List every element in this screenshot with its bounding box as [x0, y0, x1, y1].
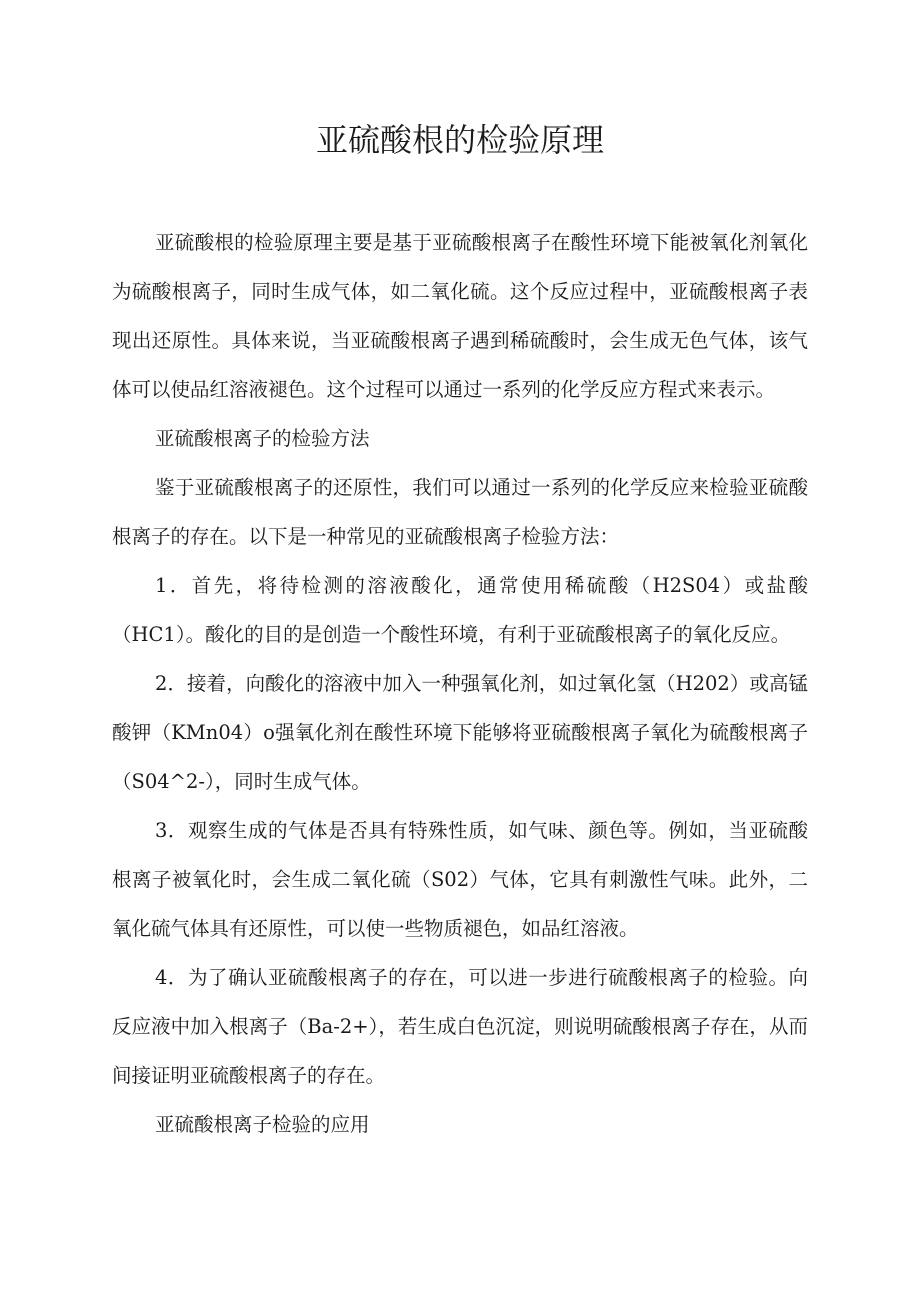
paragraph-intro: 亚硫酸根的检验原理主要是基于亚硫酸根离子在酸性环境下能被氧化剂氧化为硫酸根离子，同时生成气体，如二氧化硫。这个反应过程中，亚硫酸根离子表现出还原性。具体来说，当亚硫酸根离子遇到稀硫酸时，会生成无色气体，该气体可以使品红溶液褪色。这个过程可以通过一系列的化学反应方程式来表示。: [112, 231, 808, 401]
list-item-step-4: 4．为了确认亚硫酸根离子的存在，可以进一步进行硫酸根离子的检验。向反应液中加入根离子（Ba-2+），若生成白色沉淀，则说明硫酸根离子存在，从而间接证明亚硫酸根离子的存在。: [112, 966, 808, 1087]
list-item-step-2: 2．接着，向酸化的溶液中加入一种强氧化剂，如过氧化氢（H202）或高锰酸钾（KMn04）o强氧化剂在酸性环境下能够将亚硫酸根离子氧化为硫酸根离子（S04^2-），同时生成气体。: [112, 672, 808, 793]
document-body: [112, 218, 808, 1149]
section-heading-methods: 亚硫酸根离子的检验方法: [155, 427, 370, 450]
list-item-step-1: 1．首先，将待检测的溶液酸化，通常使用稀硫酸（H2S04）或盐酸（HC1）。酸化的目的是创造一个酸性环境，有利于亚硫酸根离子的氧化反应。: [112, 574, 808, 646]
list-item-step-3: 3．观察生成的气体是否具有特殊性质，如气味、颜色等。例如，当亚硫酸根离子被氧化时，会生成二氧化硫（S02）气体，它具有刺激性气味。此外，二氧化硫气体具有还原性，可以使一些物质褪色，如品红溶液。: [112, 819, 808, 940]
section-heading-applications: 亚硫酸根离子检验的应用: [155, 1113, 370, 1136]
page-title: 亚硫酸根的检验原理: [315, 121, 604, 159]
paragraph-methods-intro: 鉴于亚硫酸根离子的还原性，我们可以通过一系列的化学反应来检验亚硫酸根离子的存在。以下是一种常见的亚硫酸根离子检验方法：: [112, 476, 808, 548]
